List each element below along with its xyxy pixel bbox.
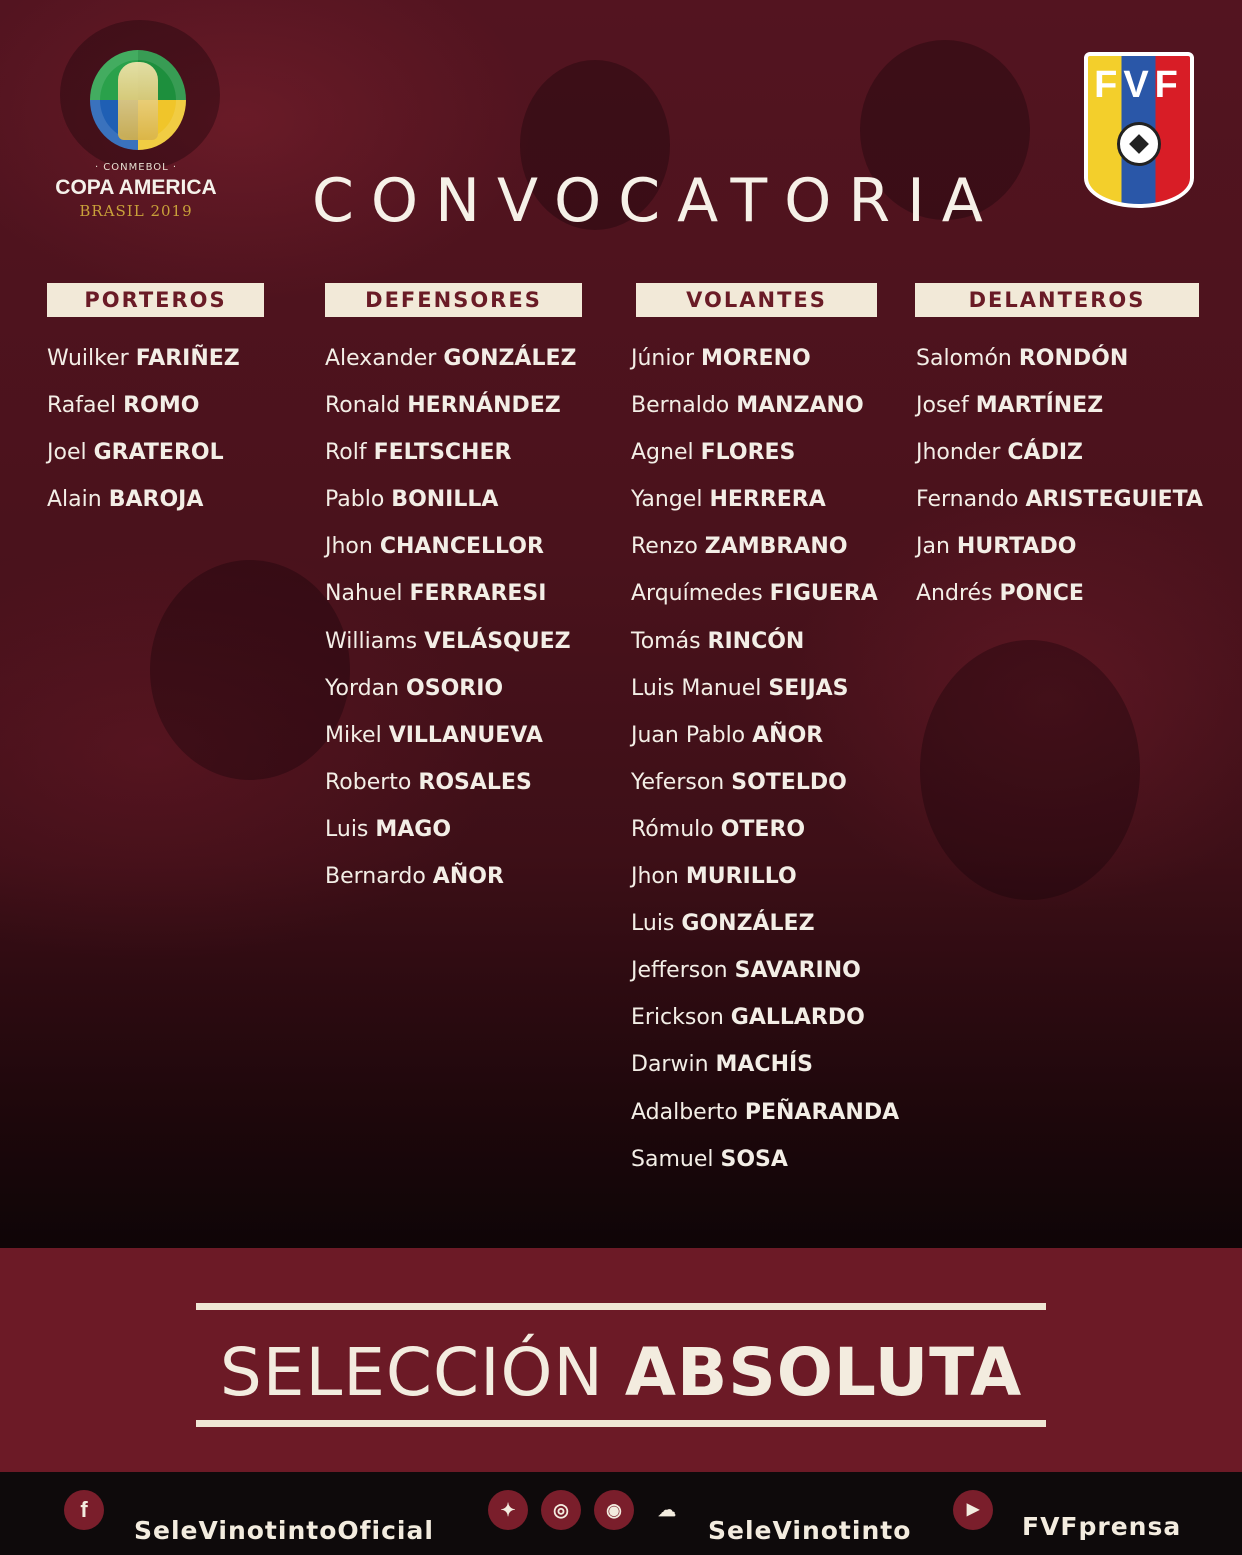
background-figure [150, 560, 350, 780]
player-first-name: Jhon [631, 864, 679, 890]
player-first-name: Erickson [631, 1005, 724, 1031]
player-last-name: CHANCELLOR [379, 534, 544, 560]
player-first-name: Arquímedes [631, 581, 763, 607]
player-first-name: Josef [916, 393, 969, 419]
player-row [47, 338, 240, 385]
logo-org-text: · CONMEBOL · [94, 162, 178, 173]
fvf-crest-logo [1084, 52, 1194, 208]
player-row [325, 621, 576, 668]
player-last-name: GONZÁLEZ [443, 346, 577, 371]
player-first-name: Rolf [325, 440, 367, 466]
player-first-name: Jhon [325, 534, 373, 560]
player-row [631, 903, 899, 950]
player-last-name: MORENO [701, 346, 811, 371]
player-row [325, 809, 576, 856]
player-first-name: Ronald [325, 393, 401, 419]
player-row [631, 1139, 899, 1186]
volantes-list [631, 338, 899, 1186]
player-row [916, 338, 1203, 385]
player-last-name: AÑOR [752, 722, 824, 748]
instagram-icon[interactable]: ◎ [541, 1490, 581, 1530]
player-row [631, 338, 899, 385]
player-first-name: Nahuel [325, 581, 403, 607]
player-first-name: Samuel [631, 1146, 714, 1172]
copa-america-logo [50, 50, 230, 230]
facebook-icon[interactable]: f [64, 1490, 104, 1530]
social-handle[interactable]: SeleVinotinto [708, 1516, 912, 1545]
fvf-crest-text: FVF [1094, 64, 1184, 106]
player-last-name: MACHÍS [715, 1052, 814, 1078]
player-row [631, 621, 899, 668]
player-last-name: MAGO [375, 816, 452, 842]
player-row [631, 573, 899, 620]
youtube-handle[interactable]: FVFprensa [1022, 1512, 1182, 1541]
player-last-name: HURTADO [956, 534, 1077, 560]
logo-host-text: BRASIL 2019 [79, 202, 193, 220]
periscope-icon[interactable]: ◉ [594, 1490, 634, 1530]
player-first-name: Fernando [916, 487, 1019, 513]
player-last-name: FELTSCHER [373, 440, 512, 466]
banner-rule-top [196, 1303, 1046, 1310]
player-row [325, 668, 576, 715]
player-row [631, 479, 899, 526]
player-last-name: SOSA [720, 1146, 788, 1172]
player-row [631, 997, 899, 1044]
defensores-list [325, 338, 576, 903]
banner-title [196, 1334, 1046, 1411]
player-last-name: OSORIO [406, 675, 504, 701]
player-first-name: Yangel [631, 487, 703, 513]
player-row [325, 762, 576, 809]
player-last-name: GALLARDO [730, 1005, 865, 1031]
player-last-name: SAVARINO [734, 958, 861, 984]
player-row [325, 432, 576, 479]
football-icon [1117, 122, 1161, 166]
player-first-name: Darwin [631, 1052, 709, 1078]
player-row [631, 526, 899, 573]
player-last-name: BAROJA [108, 487, 204, 513]
porteros-list [47, 338, 240, 526]
player-first-name: Jan [916, 534, 950, 560]
player-last-name: MARTÍNEZ [975, 393, 1104, 419]
player-row [631, 1092, 899, 1139]
player-row [325, 573, 576, 620]
player-first-name: Bernaldo [631, 393, 730, 419]
player-first-name: Pablo [325, 487, 385, 513]
player-last-name: VELÁSQUEZ [424, 628, 571, 654]
player-last-name: FIGUERA [769, 581, 878, 607]
delanteros-list [916, 338, 1203, 621]
facebook-handle[interactable]: SeleVinotintoOficial [134, 1516, 434, 1545]
player-row [47, 385, 240, 432]
heading-defensores: DEFENSORES [325, 283, 582, 317]
player-row [631, 715, 899, 762]
player-row [916, 526, 1203, 573]
player-row [631, 809, 899, 856]
player-first-name: Alain [47, 487, 102, 513]
page-title: CONVOCATORIA [312, 166, 1000, 236]
player-first-name: Bernardo [325, 864, 426, 890]
footer [0, 1472, 1242, 1555]
player-last-name: BONILLA [391, 487, 499, 513]
player-first-name: Mikel [325, 722, 382, 748]
player-row [916, 432, 1203, 479]
player-last-name: SOTELDO [731, 769, 847, 795]
player-first-name: Tomás [631, 628, 701, 654]
player-first-name: Renzo [631, 534, 698, 560]
banner-title-light: SELECCIÓN [219, 1334, 604, 1411]
player-first-name: Joel [47, 440, 87, 466]
player-first-name: Luis Manuel [631, 675, 762, 701]
trophy-cup-shape [118, 62, 158, 140]
player-first-name: Agnel [631, 440, 694, 466]
player-first-name: Andrés [916, 581, 993, 607]
player-last-name: PEÑARANDA [744, 1099, 900, 1125]
player-row [631, 432, 899, 479]
player-first-name: Juan Pablo [631, 722, 746, 748]
player-first-name: Roberto [325, 769, 412, 795]
player-first-name: Jefferson [631, 958, 728, 984]
player-first-name: Luis [325, 816, 369, 842]
player-first-name: Júnior [631, 346, 694, 371]
player-first-name: Williams [325, 628, 418, 654]
youtube-icon[interactable]: ▶ [953, 1490, 993, 1530]
player-first-name: Adalberto [631, 1099, 738, 1125]
player-last-name: HERRERA [709, 487, 826, 513]
background-figure [920, 640, 1140, 900]
player-last-name: FERRARESI [409, 581, 547, 607]
player-row [325, 526, 576, 573]
heading-porteros: PORTEROS [47, 283, 264, 317]
player-row [325, 385, 576, 432]
logo-tournament-name: COPA AMERICA [55, 176, 217, 199]
player-first-name: Rómulo [631, 816, 714, 842]
player-row [916, 573, 1203, 620]
player-last-name: CÁDIZ [1007, 440, 1083, 466]
player-last-name: RINCÓN [707, 628, 805, 654]
player-last-name: OTERO [720, 816, 806, 842]
player-first-name: Jhonder [916, 440, 1001, 466]
player-first-name: Luis [631, 911, 675, 937]
banner-title-bold: ABSOLUTA [624, 1334, 1023, 1411]
player-last-name: RONDÓN [1018, 346, 1129, 371]
player-last-name: AÑOR [432, 864, 504, 890]
player-first-name: Yeferson [631, 769, 725, 795]
player-last-name: ZAMBRANO [704, 534, 848, 560]
player-last-name: FARIÑEZ [135, 346, 240, 371]
player-row [631, 668, 899, 715]
player-last-name: VILLANUEVA [388, 722, 543, 748]
player-row [631, 1044, 899, 1091]
player-row [325, 338, 576, 385]
player-first-name: Wuilker [47, 346, 129, 371]
heading-delanteros: DELANTEROS [915, 283, 1199, 317]
player-last-name: FLORES [700, 440, 796, 466]
player-first-name: Rafael [47, 393, 117, 419]
player-first-name: Salomón [916, 346, 1012, 371]
player-row [916, 479, 1203, 526]
player-row [47, 479, 240, 526]
player-last-name: SEIJAS [768, 675, 849, 701]
player-last-name: HERNÁNDEZ [407, 393, 561, 419]
player-row [325, 856, 576, 903]
player-row [325, 715, 576, 762]
player-last-name: MURILLO [685, 864, 797, 890]
player-row [916, 385, 1203, 432]
player-row [631, 950, 899, 997]
twitter-icon[interactable]: ✦ [488, 1490, 528, 1530]
player-last-name: ROSALES [418, 769, 532, 795]
player-last-name: GRATEROL [93, 440, 224, 466]
heading-volantes: VOLANTES [636, 283, 877, 317]
soundcloud-icon[interactable]: ☁ [658, 1500, 676, 1520]
player-row [47, 432, 240, 479]
player-last-name: ARISTEGUIETA [1025, 487, 1203, 513]
player-last-name: GONZÁLEZ [681, 911, 815, 937]
player-first-name: Yordan [325, 675, 400, 701]
player-row [325, 479, 576, 526]
player-last-name: ROMO [123, 393, 200, 419]
player-row [631, 762, 899, 809]
player-first-name: Alexander [325, 346, 437, 371]
player-last-name: PONCE [999, 581, 1084, 607]
player-row [631, 856, 899, 903]
banner-rule-bottom [196, 1420, 1046, 1427]
player-row [631, 385, 899, 432]
player-last-name: MANZANO [736, 393, 864, 419]
